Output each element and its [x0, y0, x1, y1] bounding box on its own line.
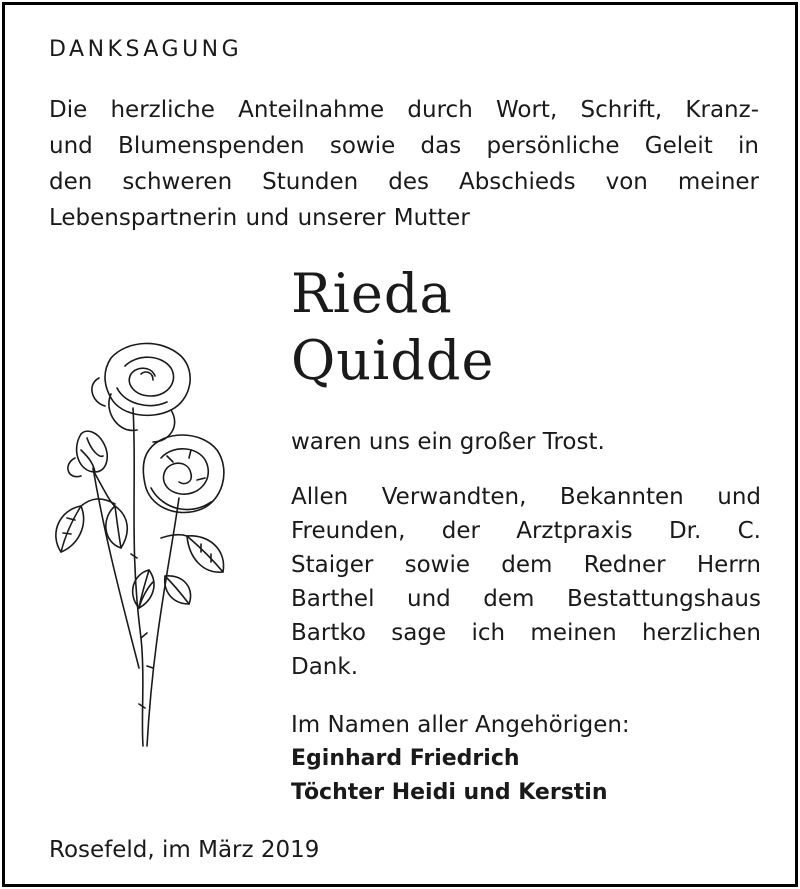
deceased-last-name: Quidde: [291, 329, 495, 392]
signature-block: [291, 708, 630, 810]
thanks-text: [291, 480, 761, 684]
trost-line: waren uns ein großer Trost.: [291, 429, 605, 455]
thanks-line: Staiger sowie dem Redner Herrn: [291, 552, 761, 578]
thanks-line: Freunden, der Arztpraxis Dr. C.: [291, 518, 761, 544]
roses-illustration-icon: [41, 338, 231, 750]
thanks-line: Barthel und dem Bestattungshaus: [291, 586, 761, 612]
signature-intro: Im Namen aller Angehörigen:: [291, 712, 630, 738]
intro-line: den schweren Stunden des Abschieds von meiner: [49, 169, 759, 195]
deceased-first-name: Rieda: [291, 262, 453, 325]
place-date: Rosefeld, im März 2019: [49, 837, 320, 863]
thanks-line: Dank.: [291, 654, 359, 680]
obituary-notice: [2, 2, 798, 887]
thanks-line: Allen Verwandten, Bekannten und: [291, 484, 761, 510]
intro-line: und Blumenspenden sowie das persönliche Geleit in: [49, 133, 759, 159]
notice-heading: DANKSAGUNG: [49, 37, 243, 62]
intro-line: Lebenspartnerin und unserer Mutter: [49, 205, 470, 231]
signature-name-2: Töchter Heidi und Kerstin: [291, 780, 608, 805]
intro-text: [49, 92, 759, 236]
signature-name-1: Eginhard Friedrich: [291, 746, 520, 771]
intro-line: Die herzliche Anteilnahme durch Wort, Schrift, Kranz-: [49, 97, 759, 123]
deceased-name: [291, 260, 494, 394]
thanks-line: Bartko sage ich meinen herzlichen: [291, 620, 761, 646]
